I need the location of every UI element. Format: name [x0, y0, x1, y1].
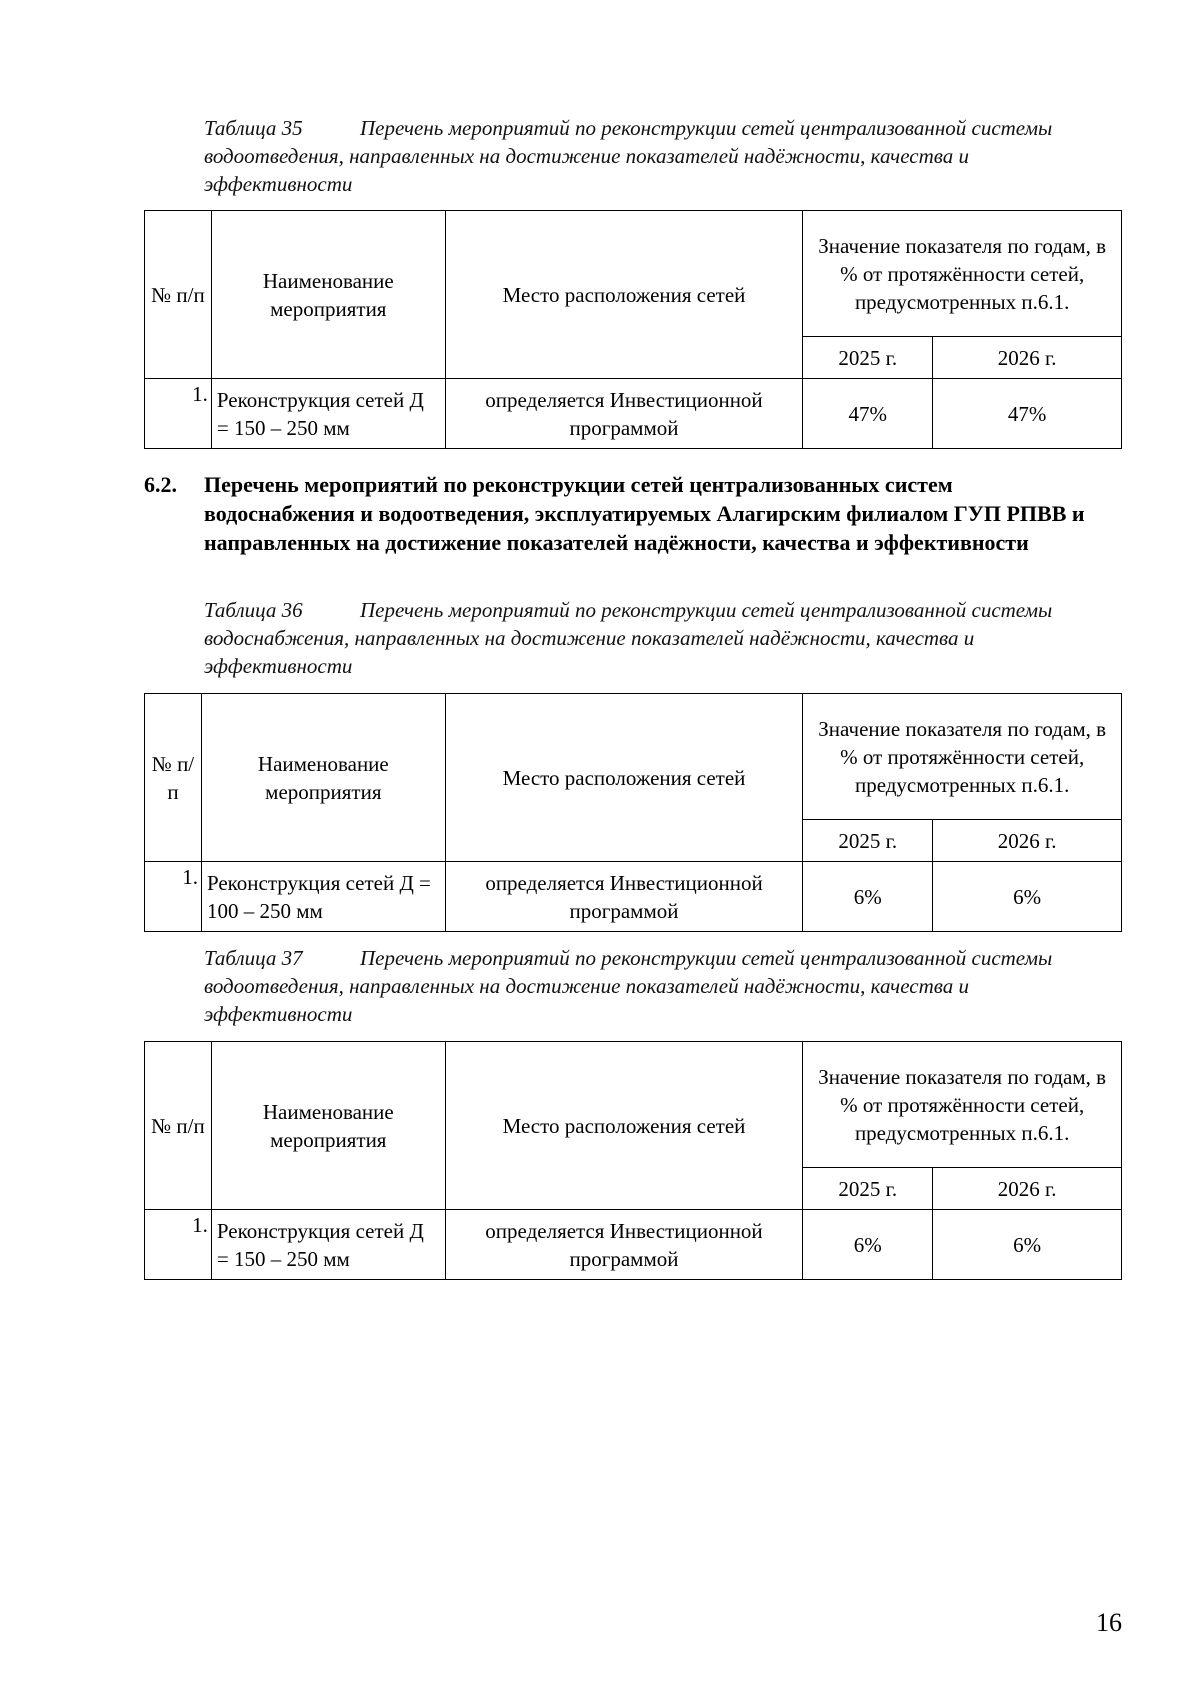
header-place: Место расположения сетей [445, 694, 803, 862]
header-value: Значение показателя по годам, в % от протяжённости сетей, предусмотренных п.6.1. [803, 1042, 1122, 1168]
header-row [145, 1042, 1122, 1168]
row-name: Реконструкция сетей Д = 150 – 250 мм [211, 1210, 445, 1280]
header-year-2025: 2025 г. [803, 1168, 933, 1210]
table-35 [144, 210, 1122, 449]
header-place: Место расположения сетей [445, 1042, 803, 1210]
table-36-caption [204, 596, 1104, 680]
row-place: определяется Инвестиционной программой [445, 379, 803, 449]
header-value: Значение показателя по годам, в % от протяжённости сетей, предусмотренных п.6.1. [803, 694, 1122, 820]
caption-number: Таблица 36 [204, 598, 303, 622]
row-place: определяется Инвестиционной программой [445, 1210, 803, 1280]
row-name: Реконструкция сетей Д = 150 – 250 мм [211, 379, 445, 449]
header-name: Наименование мероприятия [211, 1042, 445, 1210]
section-heading [144, 470, 1104, 557]
row-num: 1. [145, 862, 202, 932]
header-num: № п/п [145, 211, 212, 379]
caption-title: Перечень мероприятий по реконструкции сетей централизованной системы водоснабжения, направленных на достижение показателей надёжности, качества и эффективности [204, 598, 1053, 678]
table-36 [144, 693, 1122, 932]
header-name: Наименование мероприятия [201, 694, 445, 862]
row-name: Реконструкция сетей Д = 100 – 250 мм [201, 862, 445, 932]
table-37-caption [204, 944, 1104, 1028]
header-num: № п/п [145, 1042, 212, 1210]
table-37 [144, 1041, 1122, 1280]
header-name: Наименование мероприятия [211, 211, 445, 379]
table-row [145, 862, 1122, 932]
section-title: Перечень мероприятий по реконструкции сетей централизованных систем водоснабжения и водоотведения, эксплуатируемых Алагирским филиалом ГУП РПВВ и направленных на достижение показателей надёжности, качества и эффективности [204, 472, 1085, 555]
header-row [145, 694, 1122, 820]
row-value-2026: 47% [933, 379, 1122, 449]
row-value-2026: 6% [933, 862, 1122, 932]
header-year-2026: 2026 г. [933, 820, 1122, 862]
caption-title: Перечень мероприятий по реконструкции сетей централизованной системы водоотведения, направленных на достижение показателей надёжности, качества и эффективности [204, 946, 1053, 1026]
page-number: 16 [1096, 1608, 1122, 1637]
header-year-2025: 2025 г. [803, 820, 933, 862]
table-row [145, 379, 1122, 449]
header-place: Место расположения сетей [445, 211, 803, 379]
caption-number: Таблица 37 [204, 946, 303, 970]
row-num: 1. [145, 379, 212, 449]
caption-number: Таблица 35 [204, 116, 303, 140]
row-place: определяется Инвестиционной программой [445, 862, 803, 932]
row-value-2026: 6% [933, 1210, 1122, 1280]
row-value-2025: 47% [803, 379, 933, 449]
row-value-2025: 6% [803, 862, 933, 932]
row-num: 1. [145, 1210, 212, 1280]
row-value-2025: 6% [803, 1210, 933, 1280]
header-value: Значение показателя по годам, в % от протяжённости сетей, предусмотренных п.6.1. [803, 211, 1122, 337]
table-35-caption [204, 114, 1104, 198]
table-row [145, 1210, 1122, 1280]
header-year-2026: 2026 г. [933, 337, 1122, 379]
caption-title: Перечень мероприятий по реконструкции сетей централизованной системы водоотведения, направленных на достижение показателей надёжности, качества и эффективности [204, 116, 1053, 196]
header-num: № п/п [145, 694, 202, 862]
section-number: 6.2. [144, 472, 177, 497]
header-year-2025: 2025 г. [803, 337, 933, 379]
header-row [145, 211, 1122, 337]
header-year-2026: 2026 г. [933, 1168, 1122, 1210]
